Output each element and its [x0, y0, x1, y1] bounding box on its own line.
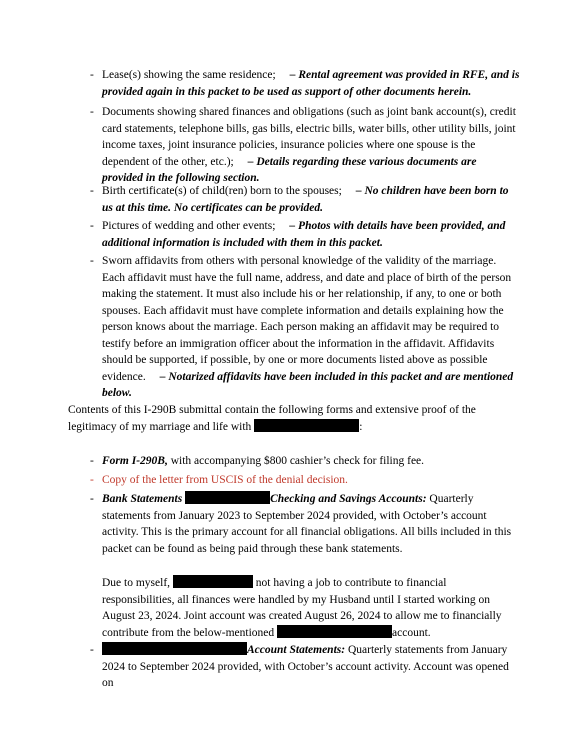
- note-end: account.: [392, 626, 431, 639]
- requirement-shared-finances: [102, 104, 520, 187]
- content-bank-statements: [102, 491, 520, 557]
- requirement-affidavits: [102, 253, 520, 402]
- requirement-text: Pictures of wedding and other events;: [102, 220, 276, 232]
- content-form-i290b: [102, 453, 520, 470]
- requirement-note: – Details regarding these various documents are provided in the following section.: [102, 155, 477, 184]
- bank-title-tail: Checking and Savings Accounts:: [270, 493, 427, 505]
- redacted-name: [254, 419, 359, 432]
- redacted-bank-name: [277, 625, 392, 638]
- bullet-marker: -: [90, 220, 94, 232]
- account-text: Quarterly statements from January 2024 to September 2024 provided, with October’s account activity. Account was opened on: [102, 644, 509, 689]
- requirement-note: – No children have been born to us at this time. No certificates can be provided.: [102, 185, 509, 214]
- bullet-marker: -: [90, 493, 94, 505]
- requirement-text: Birth certificate(s) of child(ren) born to the spouses;: [102, 185, 342, 197]
- bank-title: Bank Statements: [102, 493, 183, 505]
- requirement-text: Sworn affidavits from others with personal knowledge of the validity of the marriage. Each affidavit must have the full name, address, and date and place of birth of the person making the statement. It must also include his or her relationship, if any, to one or both spouses. Each affidavit must have complete information and details explaining how the person knows about the marriage. Each person making an affidavit may be required to testify before an immigration officer about the information in the affidavit. Affidavits should be supported, if possible, by one or more documents listed above as possible evidence.: [102, 255, 512, 383]
- requirement-text: Documents showing shared finances and obligations (such as joint bank account(s), credit card statements, telephone bills, gas bills, electric bills, water bills, other utility bills, joint income taxes, joint insurance policies, insurance policies where one spouse is the dependent of the other, etc.);: [102, 106, 516, 168]
- bullet-marker: -: [90, 106, 94, 118]
- redacted-bank-name: [185, 491, 270, 504]
- requirement-note: – Rental agreement was provided in RFE, and is provided again in this packet to be used as support of other documents herein.: [102, 69, 520, 98]
- requirement-birth-certificates: [102, 183, 520, 216]
- requirement-note: – Photos with details have been provided, and additional information is included with them in this packet.: [102, 220, 506, 249]
- account-title-tail: Account Statements:: [247, 644, 346, 656]
- redacted-name: [173, 575, 253, 588]
- requirement-lease: [102, 67, 520, 100]
- bullet-marker: -: [90, 185, 94, 197]
- contents-intro-text: Contents of this I-290B submittal contain the following forms and extensive proof of the legitimacy of my marriage and life with: [68, 404, 476, 433]
- form-text: with accompanying $800 cashier’s check for filing fee.: [167, 455, 425, 467]
- contents-intro: [68, 402, 520, 435]
- bank-text: Quarterly statements from January 2023 to September 2024 provided, with October’s account activity. This is the primary account for all financial obligations. All bills included in this packet can be found as being paid through these bank statements.: [102, 493, 512, 555]
- requirement-text: Lease(s) showing the same residence;: [102, 69, 276, 81]
- bullet-marker: -: [90, 455, 94, 467]
- finances-note: [102, 575, 520, 641]
- bullet-marker: -: [90, 474, 94, 486]
- note-before: Due to myself,: [102, 577, 171, 589]
- letter-text: Copy of the letter from USCIS of the denial decision.: [102, 474, 348, 486]
- content-account-statements: [102, 642, 520, 692]
- bullet-marker: -: [90, 69, 94, 81]
- note-after: not having a job to contribute to financial responsibilities, all finances were handled by my Husband until I started working on August 23, 2024. Joint account was created August 26, 2024 to allow me to financially contribute from the below-mentioned: [102, 577, 502, 639]
- bullet-marker: -: [90, 255, 94, 267]
- content-denial-letter: [102, 472, 520, 489]
- requirement-pictures: [102, 218, 520, 251]
- redacted-bank-name: [102, 642, 247, 655]
- contents-intro-end: :: [359, 420, 363, 433]
- form-title: Form I-290B,: [102, 455, 168, 467]
- requirement-note: – Notarized affidavits have been included in this packet and are mentioned below.: [102, 370, 514, 399]
- bullet-marker: -: [90, 644, 94, 656]
